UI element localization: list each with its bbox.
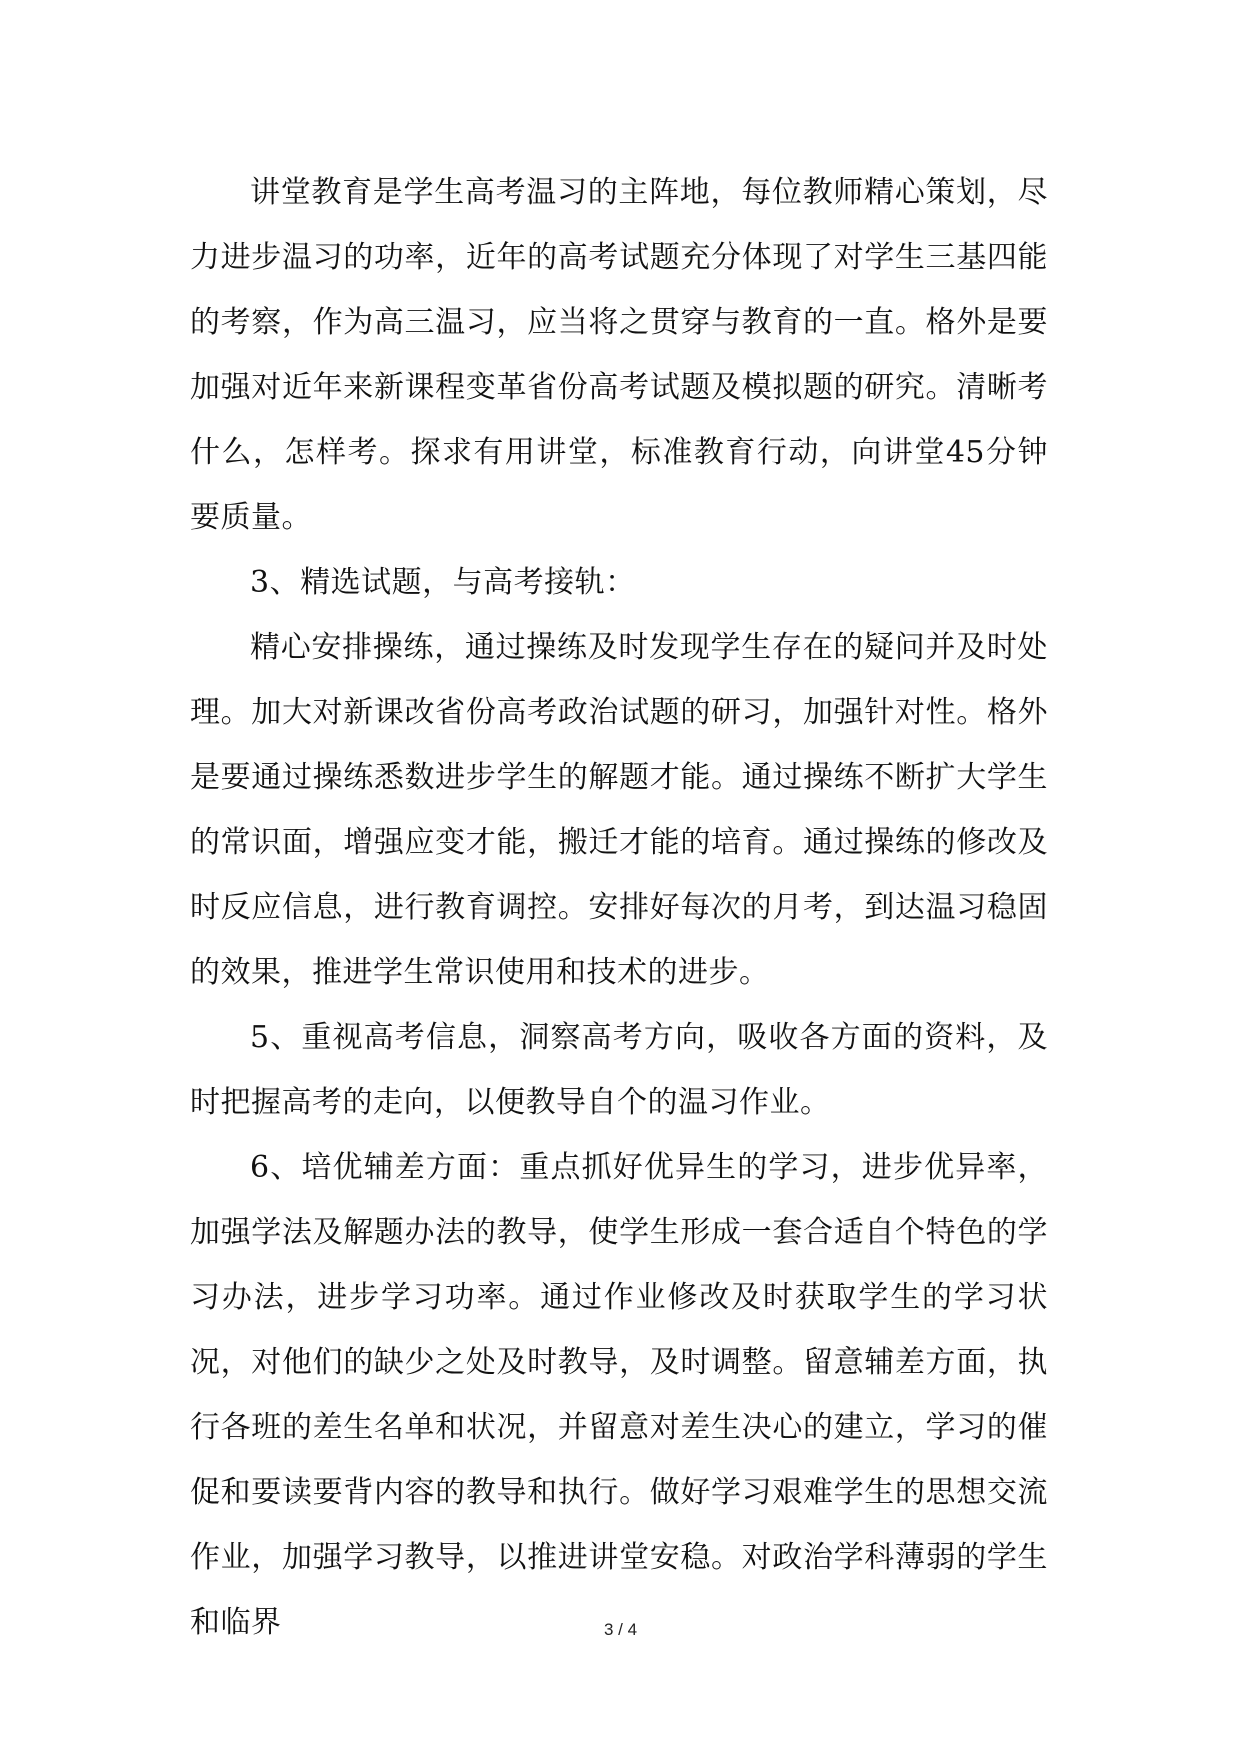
paragraph-classroom-teaching: 讲堂教育是学生高考温习的主阵地，每位教师精心策划，尽力进步温习的功率，近年的高考试题充分体现了对学生三基四能的考察，作为高三温习，应当将之贯穿与教育的一直。格外是要加强对近年来新课程变革省份高考试题及模拟题的研究。清晰考什么，怎样考。探求有用讲堂，标准教育行动，向讲堂45分钟要质量。 [190,175,1048,535]
paragraph-tutoring: 6、培优辅差方面：重点抓好优异生的学习，进步优异率，加强学法及解题办法的教导，使学生形成一套合适自个特色的学习办法，进步学习功率。通过作业修改及时获取学生的学习状况，对他们的缺少之处及时教导，及时调整。留意辅差方面，执行各班的差生名单和状况，并留意对差生决心的建立，学习的催促和要读要背内容的教导和执行。做好学习艰难学生的思想交流作业，加强学习教导，以推进讲堂安稳。对政治学科薄弱的学生和临界 [190,1150,1048,1640]
document-body [190,160,1048,1655]
paragraph-exercise-arrangement: 精心安排操练，通过操练及时发现学生存在的疑问并及时处理。加大对新课改省份高考政治试题的研习，加强针对性。格外是要通过操练悉数进步学生的解题才能。通过操练不断扩大学生的常识面，增强应变才能，搬迁才能的培育。通过操练的修改及时反应信息，进行教育调控。安排好每次的月考，到达温习稳固的效果，推进学生常识使用和技术的进步。 [190,630,1048,990]
heading-select-exercises: 3、精选试题，与高考接轨： [250,565,636,600]
paragraph-exam-information: 5、重视高考信息，洞察高考方向，吸收各方面的资料，及时把握高考的走向，以便教导自个的温习作业。 [190,1020,1048,1120]
page-number: 3 / 4 [603,1620,638,1639]
